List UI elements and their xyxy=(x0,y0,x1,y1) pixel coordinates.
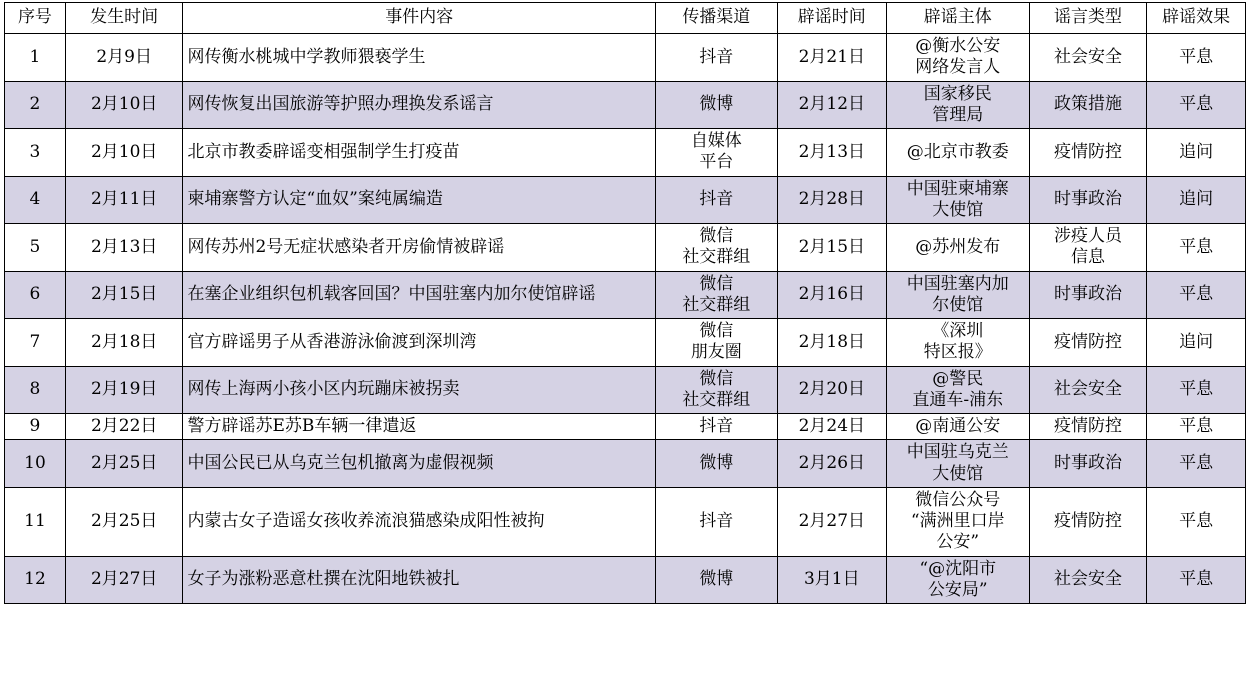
column-header-channel: 传播渠道 xyxy=(655,3,777,34)
cell-index: 12 xyxy=(5,556,66,604)
cell-debunk-effect: 追问 xyxy=(1147,176,1246,224)
table-row xyxy=(5,414,1246,440)
cell-channel-line: 抖音 xyxy=(699,189,734,210)
cell-rumor-type-line: 时事政治 xyxy=(1053,452,1122,473)
cell-rumor-type xyxy=(1029,414,1147,440)
cell-debunk-subject-line: 管理局 xyxy=(932,104,984,125)
cell-debunk-subject-line: 国家移民 xyxy=(923,83,992,104)
table-row xyxy=(5,81,1246,129)
cell-channel-line: 抖音 xyxy=(699,46,734,67)
cell-debunk-subject-line: 中国驻柬埔寨 xyxy=(906,178,1009,199)
cell-rumor-type xyxy=(1029,129,1147,177)
cell-channel-line: 微博 xyxy=(699,569,734,590)
cell-event-content: 中国公民已从乌克兰包机撤离为虚假视频 xyxy=(183,440,655,488)
column-header-debunk-time: 辟谣时间 xyxy=(777,3,886,34)
cell-rumor-type-line: 疫情防控 xyxy=(1053,511,1122,531)
cell-occur-time: 2月10日 xyxy=(65,81,183,129)
cell-channel xyxy=(655,176,777,224)
cell-occur-time: 2月11日 xyxy=(65,176,183,224)
cell-rumor-type-line: 疫情防控 xyxy=(1053,331,1122,352)
cell-channel xyxy=(655,34,777,82)
cell-index: 5 xyxy=(5,224,66,272)
cell-channel xyxy=(655,487,777,556)
cell-channel xyxy=(655,366,777,414)
column-header-event-content: 事件内容 xyxy=(183,3,655,34)
cell-rumor-type xyxy=(1029,487,1147,556)
cell-channel xyxy=(655,224,777,272)
cell-debunk-effect: 平息 xyxy=(1147,271,1246,319)
cell-rumor-type-line: 疫情防控 xyxy=(1053,141,1122,162)
cell-debunk-subject-line: 网络发言人 xyxy=(915,57,1001,78)
cell-debunk-effect: 平息 xyxy=(1147,81,1246,129)
cell-debunk-subject-line: @警民 xyxy=(932,368,984,389)
column-header-debunk-effect: 辟谣效果 xyxy=(1147,3,1246,34)
cell-debunk-time: 2月15日 xyxy=(777,224,886,272)
cell-index: 2 xyxy=(5,81,66,129)
cell-debunk-subject-line: “@沈阳市 xyxy=(919,558,997,579)
cell-debunk-time: 2月16日 xyxy=(777,271,886,319)
cell-debunk-subject-line: 中国驻塞内加 xyxy=(906,273,1009,294)
cell-channel-line: 微博 xyxy=(699,452,734,473)
cell-channel-line: 抖音 xyxy=(699,416,734,436)
column-header-occur-time: 发生时间 xyxy=(65,3,183,34)
cell-index: 4 xyxy=(5,176,66,224)
cell-occur-time: 2月9日 xyxy=(65,34,183,82)
cell-channel-line: 微信 xyxy=(699,321,734,341)
cell-index: 11 xyxy=(5,487,66,556)
cell-debunk-subject-line: 公安” xyxy=(936,532,980,553)
table-row xyxy=(5,487,1246,556)
cell-index: 8 xyxy=(5,366,66,414)
cell-debunk-effect: 平息 xyxy=(1147,366,1246,414)
cell-debunk-time: 2月24日 xyxy=(777,414,886,440)
cell-index: 1 xyxy=(5,34,66,82)
cell-rumor-type xyxy=(1029,34,1147,82)
cell-debunk-subject xyxy=(886,34,1029,82)
cell-index: 9 xyxy=(5,414,66,440)
cell-debunk-time: 2月20日 xyxy=(777,366,886,414)
cell-debunk-effect: 追问 xyxy=(1147,319,1246,367)
cell-event-content: 网传上海两小孩小区内玩蹦床被拐卖 xyxy=(183,366,655,414)
cell-occur-time: 2月18日 xyxy=(65,319,183,367)
cell-event-content: 网传恢复出国旅游等护照办理换发系谣言 xyxy=(183,81,655,129)
cell-debunk-subject-line: 公安局” xyxy=(927,579,988,600)
cell-channel-line: 微信 xyxy=(699,273,734,294)
cell-index: 6 xyxy=(5,271,66,319)
cell-occur-time: 2月13日 xyxy=(65,224,183,272)
cell-debunk-time: 2月13日 xyxy=(777,129,886,177)
table-row xyxy=(5,319,1246,367)
cell-debunk-effect: 平息 xyxy=(1147,487,1246,556)
cell-debunk-effect: 平息 xyxy=(1147,440,1246,488)
cell-debunk-subject xyxy=(886,556,1029,604)
cell-channel xyxy=(655,81,777,129)
cell-occur-time: 2月22日 xyxy=(65,414,183,440)
cell-channel-line: 朋友圈 xyxy=(690,342,742,363)
cell-channel-line: 社交群组 xyxy=(682,389,751,410)
cell-debunk-time: 2月27日 xyxy=(777,487,886,556)
cell-debunk-subject-line: 直通车-浦东 xyxy=(912,389,1004,410)
cell-debunk-effect: 平息 xyxy=(1147,414,1246,440)
cell-rumor-type xyxy=(1029,224,1147,272)
cell-debunk-time: 3月1日 xyxy=(777,556,886,604)
cell-debunk-time: 2月28日 xyxy=(777,176,886,224)
cell-rumor-type-line: 疫情防控 xyxy=(1053,416,1122,436)
cell-debunk-subject xyxy=(886,271,1029,319)
cell-debunk-subject-line: “满洲里口岸 xyxy=(910,511,1005,531)
cell-debunk-subject xyxy=(886,414,1029,440)
cell-channel-line: 微博 xyxy=(699,94,734,115)
cell-rumor-type xyxy=(1029,366,1147,414)
cell-debunk-subject xyxy=(886,440,1029,488)
cell-rumor-type-line: 时事政治 xyxy=(1053,284,1122,305)
cell-event-content: 在塞企业组织包机载客回国？中国驻塞内加尔使馆辟谣 xyxy=(183,271,655,319)
cell-debunk-time: 2月18日 xyxy=(777,319,886,367)
cell-index: 3 xyxy=(5,129,66,177)
cell-rumor-type xyxy=(1029,440,1147,488)
cell-debunk-time: 2月21日 xyxy=(777,34,886,82)
cell-debunk-subject xyxy=(886,129,1029,177)
cell-debunk-subject-line: @南通公安 xyxy=(915,416,1001,436)
cell-channel xyxy=(655,556,777,604)
cell-debunk-time: 2月12日 xyxy=(777,81,886,129)
cell-occur-time: 2月19日 xyxy=(65,366,183,414)
cell-debunk-subject-line: @苏州发布 xyxy=(915,236,1001,257)
cell-index: 7 xyxy=(5,319,66,367)
cell-occur-time: 2月15日 xyxy=(65,271,183,319)
cell-event-content: 女子为涨粉恶意杜撰在沈阳地铁被扎 xyxy=(183,556,655,604)
cell-occur-time: 2月25日 xyxy=(65,487,183,556)
table-row xyxy=(5,366,1246,414)
cell-debunk-subject xyxy=(886,176,1029,224)
table-row xyxy=(5,556,1246,604)
cell-channel xyxy=(655,129,777,177)
cell-debunk-subject-line: 中国驻乌克兰 xyxy=(906,442,1009,463)
cell-debunk-subject xyxy=(886,366,1029,414)
cell-event-content: 官方辟谣男子从香港游泳偷渡到深圳湾 xyxy=(183,319,655,367)
cell-occur-time: 2月25日 xyxy=(65,440,183,488)
table-row xyxy=(5,271,1246,319)
table-header xyxy=(5,3,1246,34)
cell-rumor-type xyxy=(1029,271,1147,319)
table-row xyxy=(5,224,1246,272)
cell-rumor-type xyxy=(1029,556,1147,604)
rumor-debunk-table xyxy=(4,2,1246,604)
cell-debunk-subject xyxy=(886,81,1029,129)
cell-rumor-type-line: 信息 xyxy=(1070,247,1105,268)
cell-debunk-effect: 平息 xyxy=(1147,224,1246,272)
cell-debunk-subject xyxy=(886,319,1029,367)
cell-occur-time: 2月27日 xyxy=(65,556,183,604)
table-row xyxy=(5,129,1246,177)
cell-occur-time: 2月10日 xyxy=(65,129,183,177)
cell-debunk-subject-line: 《深圳 xyxy=(932,321,984,341)
cell-rumor-type xyxy=(1029,176,1147,224)
cell-event-content: 警方辟谣苏E苏B车辆一律遣返 xyxy=(183,414,655,440)
table-row xyxy=(5,176,1246,224)
column-header-index: 序号 xyxy=(5,3,66,34)
cell-rumor-type xyxy=(1029,319,1147,367)
column-header-debunk-subject: 辟谣主体 xyxy=(886,3,1029,34)
cell-channel xyxy=(655,271,777,319)
cell-channel-line: 平台 xyxy=(699,152,734,173)
cell-debunk-subject-line: 大使馆 xyxy=(932,463,984,484)
cell-event-content: 北京市教委辟谣变相强制学生打疫苗 xyxy=(183,129,655,177)
column-header-rumor-type: 谣言类型 xyxy=(1029,3,1147,34)
cell-rumor-type-line: 政策措施 xyxy=(1053,94,1122,115)
table-header-row xyxy=(5,3,1246,34)
cell-channel-line: 微信 xyxy=(699,226,734,246)
table-row xyxy=(5,440,1246,488)
cell-channel xyxy=(655,319,777,367)
cell-debunk-effect: 平息 xyxy=(1147,556,1246,604)
cell-channel xyxy=(655,440,777,488)
cell-debunk-subject-line: @衡水公安 xyxy=(915,36,1001,56)
cell-index: 10 xyxy=(5,440,66,488)
cell-debunk-subject xyxy=(886,224,1029,272)
cell-rumor-type-line: 涉疫人员 xyxy=(1053,226,1122,246)
cell-debunk-time: 2月26日 xyxy=(777,440,886,488)
table-row xyxy=(5,34,1246,82)
cell-event-content: 网传苏州2号无症状感染者开房偷情被辟谣 xyxy=(183,224,655,272)
cell-debunk-subject-line: 尔使馆 xyxy=(932,294,984,315)
cell-debunk-effect: 平息 xyxy=(1147,34,1246,82)
cell-debunk-subject xyxy=(886,487,1029,556)
cell-channel xyxy=(655,414,777,440)
cell-event-content: 内蒙古女子造谣女孩收养流浪猫感染成阳性被拘 xyxy=(183,487,655,556)
cell-channel-line: 自媒体 xyxy=(690,131,742,151)
cell-debunk-subject-line: @北京市教委 xyxy=(906,141,1009,162)
cell-channel-line: 抖音 xyxy=(699,511,734,531)
cell-rumor-type-line: 社会安全 xyxy=(1053,379,1122,400)
cell-rumor-type-line: 时事政治 xyxy=(1053,189,1122,210)
cell-channel-line: 微信 xyxy=(699,368,734,389)
cell-debunk-subject-line: 大使馆 xyxy=(932,199,984,220)
cell-channel-line: 社交群组 xyxy=(682,247,751,268)
cell-event-content: 网传衡水桃城中学教师猥亵学生 xyxy=(183,34,655,82)
cell-rumor-type-line: 社会安全 xyxy=(1053,569,1122,590)
cell-event-content: 柬埔寨警方认定“血奴”案纯属编造 xyxy=(183,176,655,224)
cell-debunk-effect: 追问 xyxy=(1147,129,1246,177)
cell-debunk-subject-line: 特区报》 xyxy=(923,342,992,363)
cell-channel-line: 社交群组 xyxy=(682,294,751,315)
table-body xyxy=(5,34,1246,604)
cell-debunk-subject-line: 微信公众号 xyxy=(915,489,1001,510)
cell-rumor-type-line: 社会安全 xyxy=(1053,46,1122,67)
cell-rumor-type xyxy=(1029,81,1147,129)
